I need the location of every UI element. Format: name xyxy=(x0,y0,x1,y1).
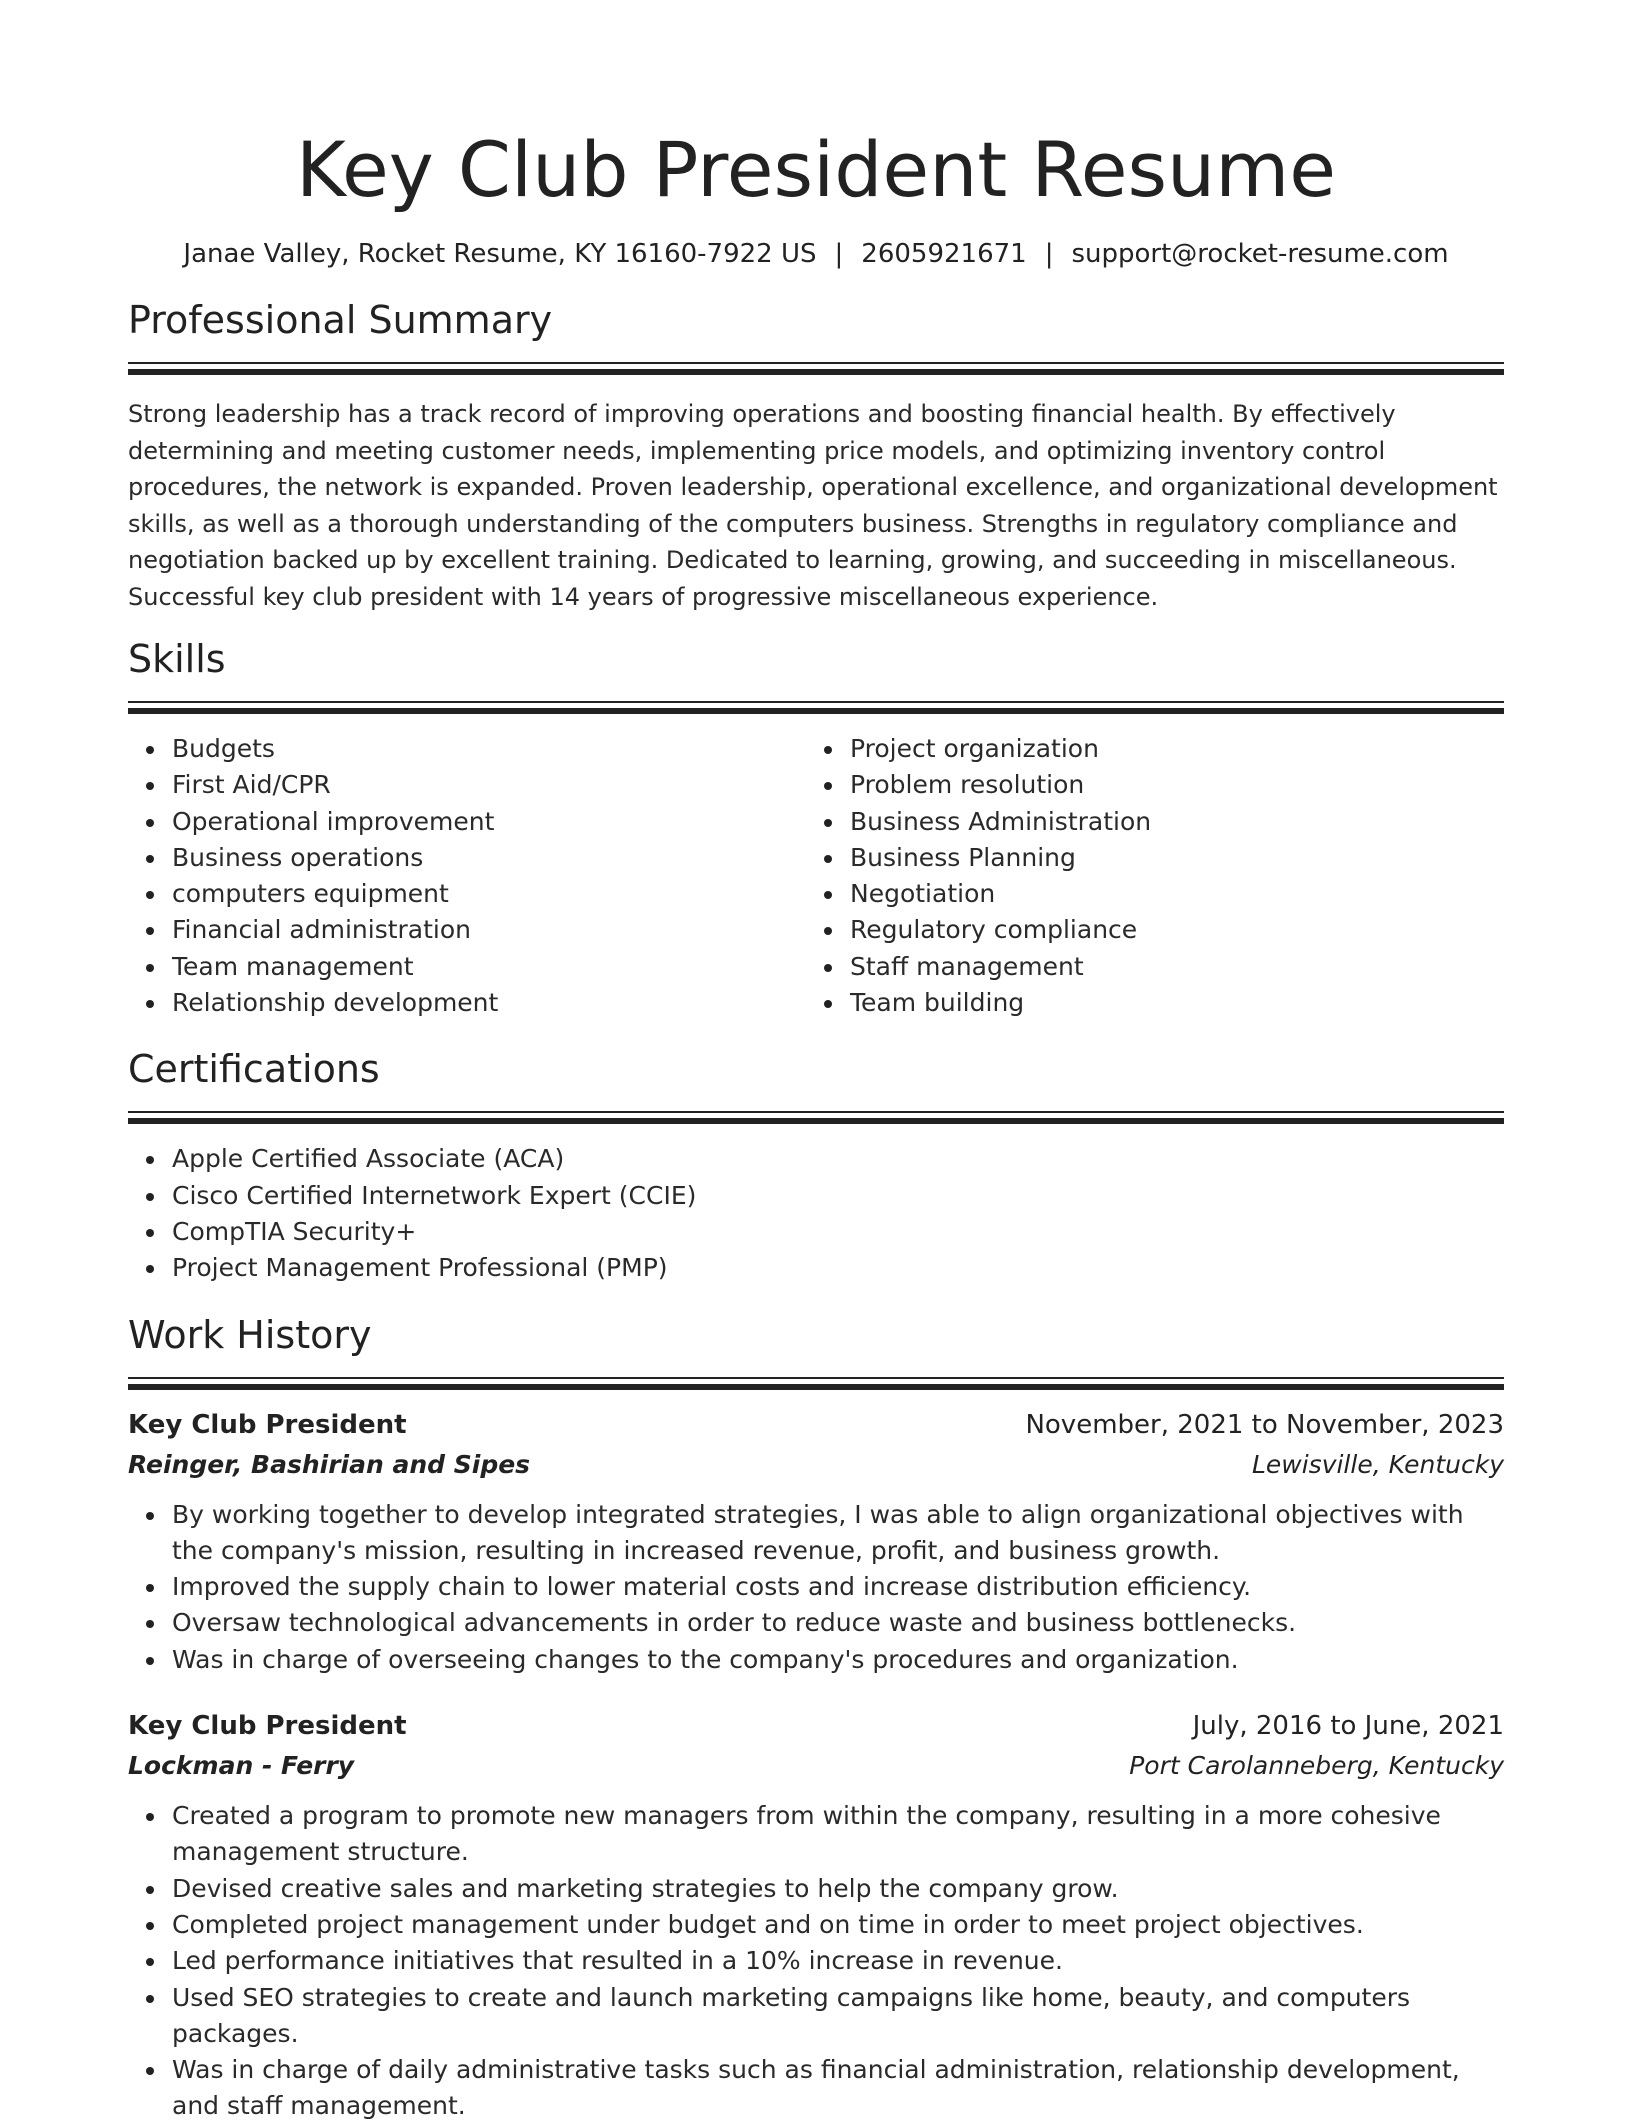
job-bullet: Oversaw technological advancements in order to reduce waste and business bottlenecks. xyxy=(172,1605,1504,1641)
skills-grid xyxy=(128,731,1504,1021)
contact-address: Janae Valley, Rocket Resume, KY 16160-7922 US xyxy=(183,239,817,269)
job-bullet: Was in charge of daily administrative tasks such as financial administration, relationship development, and staff management. xyxy=(172,2052,1504,2125)
skill-item: Business Administration xyxy=(850,804,1484,840)
job-header xyxy=(128,1706,1504,1746)
certifications-section xyxy=(128,1045,1504,1286)
certifications-list xyxy=(128,1141,1504,1286)
work-history-section xyxy=(128,1311,1504,2125)
resume-page xyxy=(128,0,1504,2125)
skill-item: Business Planning xyxy=(850,840,1484,876)
job-company: Lockman - Ferry xyxy=(128,1751,355,1781)
section-divider xyxy=(128,1111,1504,1125)
certification-item: CompTIA Security+ xyxy=(172,1214,1504,1250)
section-divider xyxy=(128,1377,1504,1391)
skill-item: Problem resolution xyxy=(850,767,1484,803)
skill-item: computers equipment xyxy=(172,876,806,912)
section-divider xyxy=(128,701,1504,715)
contact-phone: 2605921671 xyxy=(861,239,1027,269)
skill-item: Relationship development xyxy=(172,985,806,1021)
job-entry xyxy=(128,1706,1504,2125)
skills-section xyxy=(128,635,1504,1021)
job-bullet: Devised creative sales and marketing strategies to help the company grow. xyxy=(172,1871,1504,1907)
certification-item: Project Management Professional (PMP) xyxy=(172,1250,1504,1286)
job-entry xyxy=(128,1405,1504,1678)
job-dates: July, 2016 to June, 2021 xyxy=(1192,1711,1504,1742)
contact-line xyxy=(128,236,1504,272)
section-heading-work-history: Work History xyxy=(128,1312,372,1357)
job-bullet: Led performance initiatives that resulted in a 10% increase in revenue. xyxy=(172,1943,1504,1979)
contact-separator: | xyxy=(1044,239,1054,269)
skill-item: Financial administration xyxy=(172,912,806,948)
skill-item: Team management xyxy=(172,949,806,985)
contact-separator: | xyxy=(834,239,844,269)
skill-item: Regulatory compliance xyxy=(850,912,1484,948)
skills-column-right xyxy=(806,731,1484,1021)
skill-item: First Aid/CPR xyxy=(172,767,806,803)
job-role: Key Club President xyxy=(128,1409,407,1440)
summary-section xyxy=(128,296,1504,615)
job-bullet: By working together to develop integrated strategies, I was able to align organizational objectives with the company's mission, resulting in increased revenue, profit, and business growth. xyxy=(172,1497,1504,1570)
job-role: Key Club President xyxy=(128,1711,407,1742)
section-heading-certifications: Certifications xyxy=(128,1047,380,1092)
resume-title: Key Club President Resume xyxy=(295,125,1337,214)
skill-item: Project organization xyxy=(850,731,1484,767)
job-bullet: Created a program to promote new managers from within the company, resulting in a more cohesive management structure. xyxy=(172,1798,1504,1871)
section-heading-skills: Skills xyxy=(128,637,226,681)
job-bullet: Used SEO strategies to create and launch marketing campaigns like home, beauty, and computers packages. xyxy=(172,1980,1504,2053)
job-bullet: Was in charge of overseeing changes to the company's procedures and organization. xyxy=(172,1642,1504,1678)
skill-item: Operational improvement xyxy=(172,804,806,840)
job-subheader xyxy=(128,1746,1504,1786)
skill-item: Negotiation xyxy=(850,876,1484,912)
job-subheader xyxy=(128,1445,1504,1485)
certification-item: Cisco Certified Internetwork Expert (CCIE) xyxy=(172,1178,1504,1214)
job-bullets xyxy=(128,1497,1504,1678)
job-location: Lewisville, Kentucky xyxy=(1251,1449,1504,1479)
job-bullet: Improved the supply chain to lower material costs and increase distribution efficiency. xyxy=(172,1569,1504,1605)
summary-text: Strong leadership has a track record of improving operations and boosting financial health. By effectively determining and meeting customer needs, implementing price models, and optimizing inventory control procedures, the network is expanded. Proven leadership, operational excellence, and organizational development skills, as well as a thorough understanding of the computers business. Strengths in regulatory compliance and negotiation backed up by excellent training. Dedicated to learning, growing, and succeeding in miscellaneous. Successful key club president with 14 years of progressive miscellaneous experience. xyxy=(128,400,1498,611)
contact-email: support@rocket-resume.com xyxy=(1071,239,1449,269)
job-bullet: Completed project management under budget and on time in order to meet project objectives. xyxy=(172,1907,1504,1943)
skills-list-right xyxy=(806,731,1484,1021)
job-dates: November, 2021 to November, 2023 xyxy=(1025,1409,1504,1440)
skill-item: Team building xyxy=(850,985,1484,1021)
skill-item: Staff management xyxy=(850,949,1484,985)
certification-item: Apple Certified Associate (ACA) xyxy=(172,1141,1504,1177)
section-divider xyxy=(128,362,1504,376)
section-heading-summary: Professional Summary xyxy=(128,298,553,342)
job-company: Reinger, Bashirian and Sipes xyxy=(128,1449,531,1479)
skills-list-left xyxy=(128,731,806,1021)
job-header xyxy=(128,1405,1504,1445)
job-location: Port Carolanneberg, Kentucky xyxy=(1129,1751,1504,1781)
skill-item: Budgets xyxy=(172,731,806,767)
skill-item: Business operations xyxy=(172,840,806,876)
skills-column-left xyxy=(128,731,806,1021)
job-bullets xyxy=(128,1798,1504,2125)
